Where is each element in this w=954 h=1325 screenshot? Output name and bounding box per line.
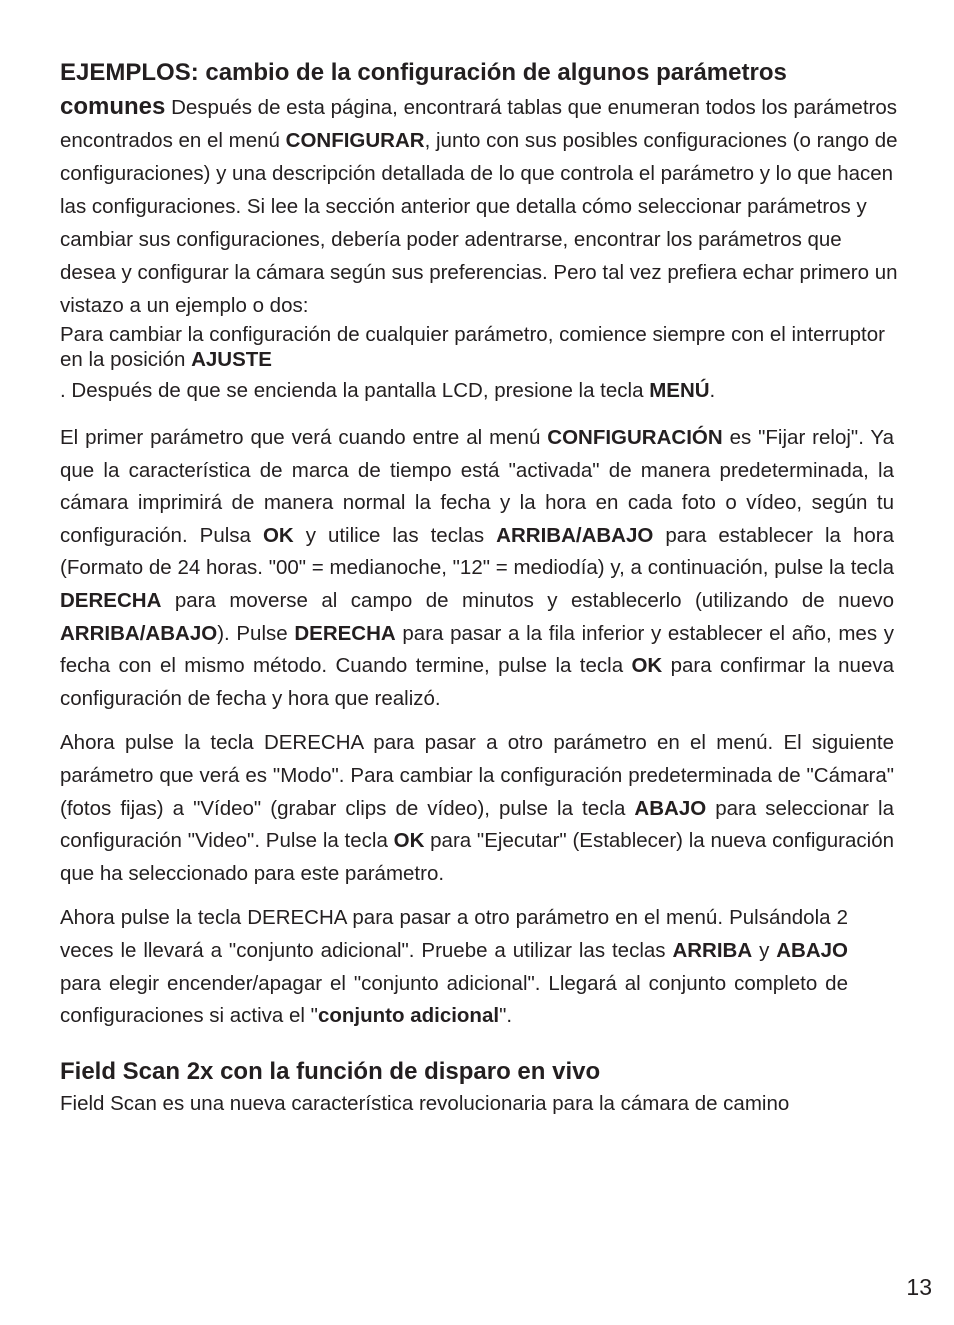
page-number: 13 [906, 1274, 932, 1300]
section-heading-field-scan: Field Scan 2x con la función de disparo en vivo [60, 1057, 601, 1085]
extra-set-paragraph: Ahora pulse la tecla DERECHA para pasar a otro parámetro en el menú. Pulsándola 2 veces le llevará a "conjunto adicional". Pruebe a utilizar las teclas ARRIBA y ABAJO para elegir encender/apagar el "conjunto adicional". Llegará al conjunto completo de configuraciones si activa el "conjunto adicional". [60, 906, 848, 1028]
page-content [60, 56, 902, 1119]
intro-paragraph: comunes Después de esta página, encontrará tablas que enumeran todos los parámetros encontrados en el menú CONFIGURAR, junto con sus posibles configuraciones (o rango de configuraciones) y una descripción detallada de lo que controla el parámetro y lo que hacen las configuraciones. Si lee la sección anterior que detalla cómo seleccionar parámetros y cambiar sus configuraciones, debería poder adentrarse, encontrar los parámetros que desea y configurar la cámara según sus preferencias. Pero tal vez prefiera echar primero un vistazo a un ejemplo o dos: [60, 93, 898, 317]
section-heading-ejemplos: EJEMPLOS: cambio de la configuración de algunos parámetros [60, 59, 787, 86]
clock-paragraph: El primer parámetro que verá cuando entre al menú CONFIGURACIÓN es "Fijar reloj". Ya que la característica de marca de tiempo está "activada" de manera predeterminada, la cámara imprimirá de manera normal la fecha y la hora en cada foto o vídeo, según tu configuración. Pulsa OK y utilice las teclas ARRIBA/ABAJO para establecer la hora (Formato de 24 horas. "00" = medianoche, "12" = mediodía) y, a continuación, pulse la tecla DERECHA para moverse al campo de minutos y establecerlo (utilizando de nuevo ARRIBA/ABAJO). Pulse DERECHA para pasar a la fila inferior y establecer el año, mes y fecha con el mismo método. Cuando termine, pulse la tecla OK para confirmar la nueva configuración de fecha y hora que realizó. [60, 426, 894, 710]
menu-paragraph: . Después de que se encienda la pantalla LCD, presione la tecla MENÚ. [60, 379, 716, 402]
field-scan-paragraph: Field Scan es una nueva característica revolucionaria para la cámara de camino [60, 1091, 790, 1115]
heading-continuation: comunes [60, 93, 166, 120]
switch-paragraph: Para cambiar la configuración de cualquier parámetro, comience siempre con el interruptor en la posición AJUSTE [60, 323, 885, 371]
mode-paragraph: Ahora pulse la tecla DERECHA para pasar a otro parámetro en el menú. El siguiente parámetro que verá es "Modo". Para cambiar la configuración predeterminada de "Cámara" (fotos fijas) a "Vídeo" (grabar clips de vídeo), pulse la tecla ABAJO para seleccionar la configuración "Video". Pulse la tecla OK para "Ejecutar" (Establecer) la nueva configuración que ha seleccionado para este parámetro. [60, 731, 895, 885]
